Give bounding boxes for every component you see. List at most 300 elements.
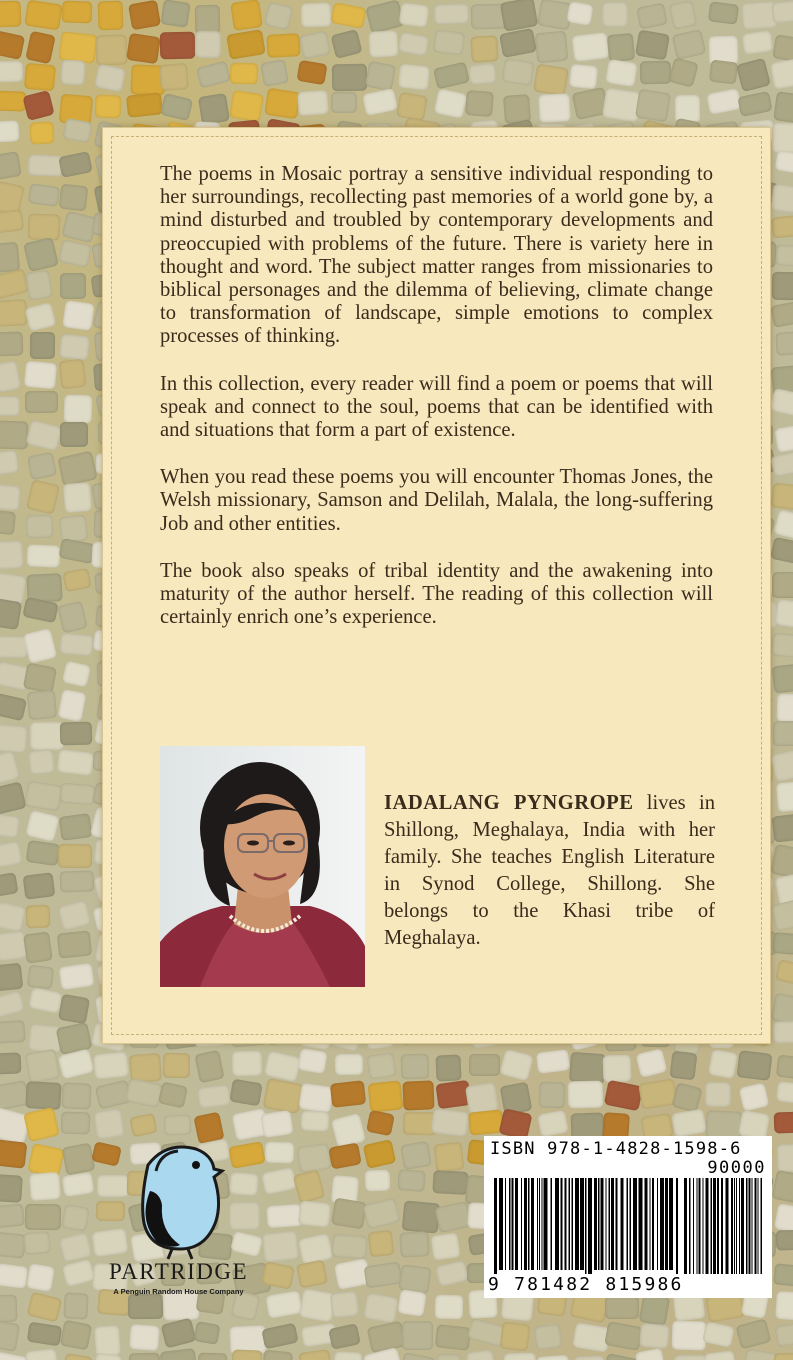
mosaic-tile	[261, 1110, 294, 1138]
mosaic-tile	[198, 1352, 228, 1360]
mosaic-tile	[738, 91, 773, 117]
mosaic-tile	[27, 964, 54, 989]
mosaic-tile	[772, 572, 793, 598]
mosaic-tile	[58, 994, 90, 1025]
mosaic-tile	[94, 63, 126, 92]
mosaic-tile	[25, 1348, 59, 1360]
mosaic-tile	[0, 331, 24, 356]
addon-bar	[741, 1178, 744, 1274]
mosaic-tile	[433, 61, 470, 89]
mosaic-tile	[298, 1200, 331, 1227]
addon-bar	[711, 1178, 713, 1274]
mosaic-tile	[469, 1054, 500, 1076]
mosaic-tile	[468, 63, 497, 85]
mosaic-tile	[362, 88, 398, 116]
mosaic-tile	[261, 59, 290, 87]
barcode-bar	[509, 1178, 511, 1270]
mosaic-tile	[0, 484, 21, 511]
barcode-bar	[575, 1178, 579, 1270]
mosaic-tile	[770, 899, 793, 932]
mosaic-tile	[365, 1170, 391, 1192]
mosaic-tile	[262, 1231, 300, 1263]
mosaic-tile	[160, 1318, 196, 1349]
mosaic-tile	[58, 844, 92, 868]
mosaic-tile	[569, 1052, 606, 1084]
mosaic-tile	[23, 1107, 59, 1142]
mosaic-tile	[776, 1081, 793, 1105]
back-cover-text-panel	[102, 127, 771, 1044]
barcode-bar	[630, 1178, 632, 1270]
mosaic-tile	[28, 184, 60, 208]
barcode-bar	[601, 1178, 604, 1270]
mosaic-tile	[58, 899, 93, 930]
addon-bar	[761, 1178, 763, 1274]
mosaic-tile	[773, 1020, 793, 1043]
mosaic-tile	[539, 93, 571, 122]
author-name: IADALANG PYNGROPE	[384, 792, 634, 814]
mosaic-tile	[604, 1080, 643, 1111]
mosaic-tile	[605, 59, 637, 87]
mosaic-tile	[499, 28, 537, 58]
mosaic-tile	[301, 2, 332, 27]
mosaic-tile	[0, 61, 23, 82]
mosaic-tile	[0, 421, 29, 451]
mosaic-tile	[62, 1353, 93, 1360]
mosaic-tile	[772, 932, 793, 955]
mosaic-tile	[159, 1348, 196, 1360]
mosaic-tile	[0, 1, 21, 27]
mosaic-tile	[296, 1259, 328, 1288]
mosaic-tile	[160, 63, 189, 91]
mosaic-tile	[669, 57, 700, 88]
mosaic-tile	[433, 88, 466, 119]
mosaic-tile	[229, 63, 257, 84]
mosaic-tile	[57, 450, 98, 486]
barcode-bar	[633, 1178, 637, 1270]
mosaic-tile	[334, 1053, 362, 1074]
mosaic-tile	[774, 1203, 793, 1233]
mosaic-tile	[401, 1054, 430, 1079]
addon-barcode-bars	[684, 1178, 766, 1274]
mosaic-tile	[536, 1049, 571, 1074]
mosaic-tile	[229, 1079, 263, 1107]
mosaic-tile	[707, 1, 738, 25]
mosaic-tile	[775, 1321, 793, 1347]
mosaic-tile	[0, 1351, 28, 1360]
mosaic-tile	[707, 88, 743, 115]
mosaic-tile	[27, 544, 61, 567]
mosaic-tile	[232, 1051, 263, 1076]
mosaic-tile	[771, 450, 793, 477]
mosaic-tile	[27, 451, 57, 480]
mosaic-tile	[229, 89, 264, 122]
mosaic-tile	[266, 1204, 303, 1228]
mosaic-tile	[63, 1292, 88, 1319]
mosaic-tile	[702, 1321, 734, 1347]
mosaic-tile	[366, 1053, 396, 1080]
addon-bar	[713, 1178, 716, 1274]
barcode-bar	[676, 1178, 678, 1278]
addon-bar	[736, 1178, 737, 1274]
addon-bar	[752, 1178, 753, 1274]
mosaic-tile	[0, 30, 26, 60]
mosaic-tile	[263, 1078, 304, 1114]
mosaic-tile	[62, 1172, 95, 1197]
mosaic-tile	[602, 88, 642, 123]
mosaic-tile	[59, 334, 90, 361]
addon-bar	[731, 1178, 733, 1274]
mosaic-tile	[195, 31, 221, 58]
author-photo	[160, 746, 365, 987]
mosaic-tile	[59, 783, 96, 806]
mosaic-tile	[129, 1324, 160, 1351]
mosaic-tile	[61, 1111, 90, 1134]
mosaic-tile	[401, 1352, 437, 1360]
mosaic-tile	[403, 1080, 435, 1111]
barcode-bar	[588, 1178, 592, 1278]
mosaic-tile	[775, 960, 793, 987]
mosaic-tile	[298, 1048, 329, 1075]
mosaic-tile	[536, 1355, 570, 1360]
mosaic-tile	[27, 154, 63, 177]
mosaic-tile	[434, 1295, 463, 1319]
mosaic-tile	[634, 89, 670, 123]
mosaic-tile	[776, 244, 793, 267]
mosaic-tile	[0, 395, 21, 416]
mosaic-tile	[705, 1082, 731, 1107]
mosaic-tile	[25, 420, 62, 452]
mosaic-tile	[0, 962, 23, 991]
barcode-bar	[505, 1178, 506, 1270]
mosaic-tile	[433, 1171, 469, 1196]
mosaic-tile	[60, 422, 88, 447]
mosaic-tile	[58, 184, 88, 212]
mosaic-tile	[368, 1229, 395, 1256]
mosaic-tile	[499, 0, 537, 32]
barcode-bar	[585, 1178, 587, 1278]
mosaic-tile	[62, 300, 95, 331]
mosaic-tile	[28, 213, 61, 240]
mosaic-tile	[267, 33, 301, 58]
mosaic-tile	[57, 749, 95, 776]
mosaic-tile	[770, 750, 793, 783]
mosaic-tile	[125, 1078, 163, 1108]
mosaic-tile	[603, 1353, 639, 1360]
mosaic-tile	[163, 1053, 190, 1078]
mosaic-tile	[0, 1320, 20, 1352]
barcode-bar	[621, 1178, 624, 1270]
barcode-bar	[645, 1178, 648, 1270]
mosaic-tile	[434, 1201, 472, 1233]
mosaic-tile	[0, 1294, 17, 1321]
mosaic-tile	[674, 1354, 707, 1360]
mosaic-tile	[434, 1142, 465, 1173]
mosaic-tile	[0, 813, 21, 838]
mosaic-tile	[0, 781, 27, 815]
mosaic-tile	[29, 122, 54, 145]
mosaic-tile	[331, 29, 363, 59]
mosaic-tile	[771, 663, 793, 693]
mosaic-tile	[774, 1353, 793, 1360]
mosaic-tile	[25, 31, 56, 65]
barcode-bar	[551, 1178, 553, 1270]
mosaic-tile	[0, 840, 23, 868]
mosaic-tile	[330, 1080, 367, 1107]
addon-bar	[689, 1178, 691, 1274]
mosaic-tile	[0, 120, 19, 143]
mosaic-tile	[0, 1263, 28, 1289]
mosaic-tile	[23, 932, 53, 965]
barcode-bar	[609, 1178, 611, 1270]
mosaic-tile	[328, 1142, 361, 1169]
book-blurb	[160, 163, 713, 653]
mosaic-tile	[636, 2, 668, 29]
mosaic-tile	[604, 1321, 643, 1351]
barcode-bar	[580, 1178, 584, 1270]
author-bio	[384, 790, 715, 952]
mosaic-tile	[500, 1048, 534, 1080]
mosaic-tile	[399, 1231, 429, 1257]
mosaic-tile	[772, 272, 793, 301]
mosaic-tile	[776, 332, 793, 356]
publisher-logo	[96, 1135, 261, 1305]
mosaic-tile	[194, 1049, 225, 1083]
mosaic-tile	[62, 661, 91, 688]
mosaic-tile	[771, 214, 793, 238]
mosaic-tile	[772, 122, 793, 152]
mosaic-tile	[571, 32, 609, 62]
mosaic-tile	[773, 91, 793, 124]
mosaic-tile	[775, 780, 793, 811]
mosaic-tile	[534, 1323, 563, 1351]
addon-bar	[693, 1178, 694, 1274]
barcode-bar	[627, 1178, 629, 1270]
mosaic-tile	[25, 1204, 61, 1230]
mosaic-tile	[57, 601, 88, 634]
mosaic-tile	[160, 92, 193, 121]
mosaic-tile	[0, 1231, 26, 1258]
barcode-bar	[512, 1178, 514, 1270]
mosaic-tile	[735, 58, 770, 93]
mosaic-tile	[24, 1049, 60, 1084]
mosaic-tile	[0, 598, 22, 630]
mosaic-tile	[362, 1198, 400, 1230]
mosaic-tile	[297, 60, 328, 85]
mosaic-tile	[771, 483, 793, 511]
mosaic-tile	[402, 1321, 434, 1350]
mosaic-tile	[435, 1260, 469, 1287]
barcode-bar	[544, 1178, 548, 1270]
mosaic-tile	[0, 1204, 25, 1229]
mosaic-tile	[398, 63, 430, 90]
mosaic-tile	[60, 59, 86, 85]
mosaic-tile	[567, 1, 595, 26]
addon-bar	[706, 1178, 709, 1274]
mosaic-tile	[331, 1112, 366, 1147]
mosaic-tile	[0, 1053, 21, 1075]
mosaic-tile	[0, 1175, 23, 1204]
mosaic-tile	[397, 32, 429, 57]
mosaic-tile	[58, 538, 95, 564]
mosaic-tile	[0, 510, 16, 535]
mosaic-tile	[635, 1348, 667, 1360]
mosaic-tile	[23, 237, 59, 272]
barcode-bar	[616, 1178, 618, 1270]
mosaic-tile	[638, 1293, 669, 1326]
addon-bar	[749, 1178, 751, 1274]
mosaic-tile	[27, 1292, 63, 1323]
mosaic-tile	[57, 930, 93, 959]
ean-digits: 9 781482 815986	[488, 1274, 684, 1295]
mosaic-tile	[639, 60, 671, 84]
mosaic-tile	[332, 1233, 368, 1259]
barcode-bar	[499, 1178, 503, 1270]
mosaic-tile	[435, 1324, 471, 1350]
mosaic-tile	[704, 1350, 736, 1360]
mosaic-tile	[194, 1321, 221, 1345]
mosaic-tile	[671, 29, 706, 60]
mosaic-tile	[775, 423, 793, 452]
mosaic-tile	[59, 633, 94, 657]
barcode-bar	[565, 1178, 567, 1270]
mosaic-tile	[569, 64, 598, 90]
mosaic-tile	[0, 299, 29, 327]
mosaic-tile	[28, 749, 55, 775]
mosaic-tile	[0, 902, 27, 934]
mosaic-tile	[264, 1142, 293, 1163]
mosaic-tile	[160, 32, 195, 60]
mosaic-tile	[771, 632, 793, 658]
mosaic-tile	[739, 1082, 769, 1111]
mosaic-tile	[0, 990, 26, 1018]
mosaic-tile	[60, 721, 92, 744]
mosaic-tile	[777, 1144, 793, 1173]
mosaic-tile	[773, 1112, 793, 1134]
mosaic-tile	[264, 88, 301, 119]
mosaic-tile	[329, 1323, 362, 1350]
mosaic-tile	[58, 689, 87, 722]
addon-bar	[734, 1178, 735, 1274]
mosaic-tile	[23, 1231, 51, 1255]
mosaic-tile	[62, 118, 92, 144]
blurb-paragraph-2: In this collection, every reader will find a poem or poems that will speak and connect to the soul, poems that can be identified with and situations that form a part of existence.	[160, 372, 713, 442]
mosaic-tile	[296, 1143, 331, 1173]
publisher-tagline: A Penguin Random House Company	[113, 1287, 244, 1296]
mosaic-tile	[0, 91, 26, 112]
barcode-bar	[639, 1178, 643, 1270]
mosaic-tile	[399, 2, 430, 27]
mosaic-tile	[27, 1321, 63, 1346]
mosaic-tile	[58, 359, 85, 389]
mosaic-tile	[776, 1230, 793, 1251]
mosaic-tile	[0, 450, 19, 476]
addon-bar	[684, 1178, 687, 1274]
blurb-paragraph-3: When you read these poems you will encounter Thomas Jones, the Welsh missionary, Samson and Delilah, Malala, the long-suffering Job and other entities.	[160, 466, 713, 535]
addon-bar	[699, 1178, 701, 1274]
isbn-label: ISBN 978-1-4828-1598-6	[490, 1139, 742, 1159]
mosaic-tile	[771, 1170, 793, 1204]
mosaic-tile	[261, 1322, 298, 1349]
mosaic-tile	[363, 1292, 398, 1323]
mosaic-tile	[230, 0, 262, 30]
mosaic-tile	[62, 568, 91, 593]
barcode-bar	[652, 1178, 654, 1270]
mosaic-tile	[368, 1080, 404, 1112]
mosaic-tile	[771, 813, 793, 842]
mosaic-tile	[24, 62, 56, 90]
mosaic-tile	[25, 904, 50, 929]
mosaic-tile	[60, 273, 86, 299]
mosaic-tile	[261, 1167, 296, 1195]
mosaic-tile	[436, 1055, 462, 1082]
mosaic-tile	[23, 872, 56, 900]
mosaic-tile	[26, 1263, 54, 1291]
mosaic-tile	[158, 1081, 188, 1108]
barcode-bar	[665, 1178, 668, 1270]
barcode-bar	[561, 1178, 563, 1270]
mosaic-tile	[262, 1350, 294, 1360]
barcode-bar	[542, 1178, 543, 1270]
mosaic-tile	[770, 388, 793, 418]
mosaic-tile	[0, 692, 27, 721]
barcode-bar	[657, 1178, 658, 1270]
addon-bar	[721, 1178, 723, 1274]
mosaic-tile	[742, 30, 774, 55]
mosaic-tile	[0, 873, 19, 898]
mosaic-tile	[708, 60, 737, 85]
mosaic-tile	[196, 61, 232, 90]
mosaic-tile	[330, 2, 366, 29]
mosaic-tile	[499, 1108, 533, 1140]
mosaic-tile	[61, 1082, 91, 1109]
mosaic-tile	[59, 813, 93, 841]
mosaic-tile	[28, 987, 62, 1014]
mosaic-tile	[94, 1325, 121, 1356]
mosaic-tile	[331, 92, 357, 114]
mosaic-tile	[26, 479, 60, 515]
mosaic-tile	[198, 93, 230, 125]
mosaic-tile	[93, 1051, 129, 1080]
mosaic-tile	[293, 1169, 325, 1204]
mosaic-tile	[736, 1319, 772, 1350]
mosaic-tile	[27, 690, 57, 721]
mosaic-tile	[397, 1169, 425, 1192]
mosaic-tile	[226, 30, 265, 61]
mosaic-tile	[573, 1355, 605, 1360]
mosaic-tile	[264, 1051, 302, 1082]
mosaic-tile	[297, 90, 328, 117]
mosaic-tile	[773, 1264, 793, 1288]
mosaic-tile	[772, 34, 793, 61]
barcode-bar	[555, 1178, 559, 1270]
mosaic-tile	[534, 31, 568, 63]
mosaic-tile	[333, 1352, 362, 1360]
mosaic-tile	[0, 1140, 28, 1169]
barcode-bar	[606, 1178, 607, 1270]
mosaic-tile	[776, 694, 793, 722]
mosaic-tile	[533, 63, 569, 95]
barcode-bar	[611, 1178, 614, 1270]
partridge-bird-icon	[96, 1135, 261, 1260]
barcode-bar	[650, 1178, 651, 1270]
mosaic-tile	[26, 514, 53, 537]
mosaic-tile	[466, 90, 495, 117]
mosaic-tile	[607, 33, 635, 62]
mosaic-tile	[465, 1349, 495, 1360]
mosaic-tile	[25, 0, 63, 30]
mosaic-tile	[24, 780, 63, 811]
mosaic-tile	[197, 1084, 231, 1108]
